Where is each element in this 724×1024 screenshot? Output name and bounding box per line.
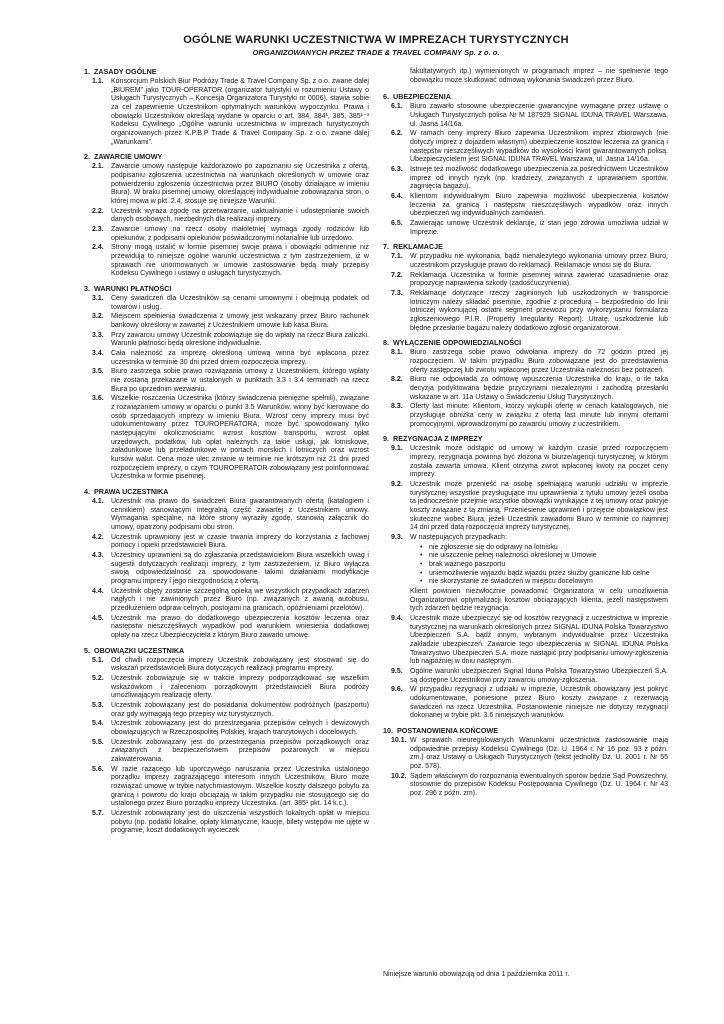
clause-number: 3.5. xyxy=(92,368,104,376)
document-subtitle: ORGANIZOWANYCH PRZEZ TRADE & TRAVEL COMPANY Sp. z o. o. xyxy=(252,48,500,57)
clause-text: Klientom indywidualnym Biuro zapewnia możliwość ubezpieczenia kosztów leczenia za granicą i następstw nieszczęśliwych wypadków oraz innych ubezpieczeń wg indywidualnych zamówień. xyxy=(410,192,668,218)
clause-number: 2.2. xyxy=(92,207,104,215)
clause-after-text: Klient powinien niezwłocznie powiadomić Organizatora w celu umożliwienia Organizatorowi optymalizacji kosztów obciążających klienta, jeżeli następstwem tych zdarzeń będzie rezygnacja. xyxy=(410,587,668,613)
clause-text: Zawarcie umowy następuje każdorazowo po zapoznaniu się Uczestnika z ofertą, podpisaniu zgłoszenia uczestnictwa na warunkach określonych w umowie oraz potwierdzeniu zgłoszenia uczestnictwa przez BIURO (osoby działające w imieniu Biura). W braku pisemnej umowy, określającej indywidualnie zobowiązania stron, o której mowa w pkt. 2.4, stosuje się niniejsze Warunki. xyxy=(111,163,369,205)
section-9 xyxy=(383,435,668,721)
clause-10-1 xyxy=(383,737,668,772)
section-number: 1. xyxy=(84,67,90,76)
clause-body xyxy=(111,739,369,765)
clause-text: Uczestnik zobowiązany jest do przestrzegania przepisów celnych i dewizowych obowiązujących w Rzeczpospolitej Polskiej, krajach tranzytowych i docelowych. xyxy=(111,720,369,736)
clause-text: Biuro zastrzega sobie prawo rozwiązania umowy z Uczestnikiem, którego wpłaty nie zostaną przekazane w ustalonych w punktach 3.3 i 3.4 terminach na rzecz Biura po uprzednim wezwaniu. xyxy=(111,368,369,393)
continuation-paragraph: fakultatywnych itp.) wymienionych w programach imprez – nie spełnienie tego obowiązku może skutkować odmową wykonania świadczeń przez Biuro. xyxy=(410,68,668,84)
clause-number: 5.3. xyxy=(92,701,104,709)
clause-number: 6.3. xyxy=(391,165,403,173)
clause-number: 2.4. xyxy=(92,244,104,252)
clause-text: Biuro nie odpowiada za odmowę wpuszczenia Uczestnika do kraju, o ile taka decyzja podyktowana będzie przyczynami niezależnymi i zachodzą przesłanki wskazane w art. 11a Ustawy o Świadczeniu Usług Turystycznych. xyxy=(410,376,668,401)
section-title: ZASADY OGÓLNE xyxy=(94,67,157,76)
clause-number: 5.2. xyxy=(92,674,104,682)
bullet-icon: • xyxy=(420,560,423,568)
clause-number: 4.5. xyxy=(92,614,104,622)
clause-number: 3.1. xyxy=(92,294,104,302)
section-title: UBEZPIECZENIA xyxy=(393,92,451,102)
section-title: ZAWARCIE UMOWY xyxy=(94,152,163,162)
clause-body xyxy=(410,403,668,429)
clause-6-2 xyxy=(383,130,668,165)
bullet-text: nie uiszczenie pełnej należności określonej w Umowie xyxy=(429,552,597,560)
clause-2-1 xyxy=(84,163,369,206)
clause-text: Biuro zawarło stosowne ubezpieczenie gwarancyjne wymagane przez ustawę o Usługach Turystycznych polisa Nr M 187929 SIGNAL IDUNA TRAVEL Warszawa, ul. Jasna 14/16a. xyxy=(410,103,668,128)
clause-5-4 xyxy=(84,720,369,737)
clause-body xyxy=(111,163,369,206)
bullet-icon: • xyxy=(420,552,423,560)
section-heading xyxy=(84,153,369,162)
clause-body xyxy=(410,686,668,721)
clause-text: W przypadku nie wykonania, bądź nienależytego wykonania umowy przez Biuro, uczestnikom przysługuje prawo do reklamacji. Reklamacje wnosi się do Biura. xyxy=(410,253,668,269)
clause-text: Uczestnik może odstąpić od umowy w każdym czasie przed rozpoczęciem imprezy, rezygnacja powinna być złożona w biurze/agencji turystycznej, w którym została zawarta umowa. Klient otrzyma zwrot wpłaconej kwoty na poczet ceny imprezy. xyxy=(410,445,668,479)
clause-4-4 xyxy=(84,588,369,614)
section-number: 9. xyxy=(383,434,389,444)
clause-number: 5.4. xyxy=(92,720,104,728)
clause-body xyxy=(111,810,369,836)
section-number: 3. xyxy=(84,283,90,293)
clause-text: W sprawach nieuregulowanych Warunkami uczestnictwa zastosowanie mają odpowiednie przepisy Kodeksu Cywilnego (Dz. U. 1964 r. Nr 16 poz. 93 z późn. zm.) oraz Ustawy o Usługach Turystycznych (tekst jednolity Dz. U. 2001 r. Nr 55 poz. 578). xyxy=(410,736,668,770)
clause-number: 9.2. xyxy=(391,480,403,488)
section-5 xyxy=(84,647,369,836)
clause-text: Reklamacje dotyczące rzeczy zaginionych lub uszkodzonych w transporcie lotniczym należy składać pisemnie, zgodnie z procedurą – bezpośrednio do linii lotniczej wykonującej ostatni segment przewozu przy wykorzystaniu formularza zgłoszeniowego P.I.R. (Property Irregularity Report). Utratę, uszkodzenie lub błędne przesłanie bagażu należy dodatkowo zgłosić organizatorowi. xyxy=(410,289,668,332)
section-number: 10. xyxy=(383,726,393,736)
clause-4-3 xyxy=(84,552,369,587)
clause-number: 4.2. xyxy=(92,533,104,541)
section-3 xyxy=(84,285,369,482)
clause-3-2 xyxy=(84,313,369,330)
clause-3-6 xyxy=(84,395,369,482)
clause-text: Uczestnik zobowiązuje się w trakcie imprezy podporządkować się wszelkim wskazówkom i zaleceniom porządkowym przedstawicieli Biura podróży umożliwiającym realizację oferty. xyxy=(111,674,369,700)
clause-body xyxy=(111,208,369,225)
clause-body xyxy=(111,615,369,641)
clause-body xyxy=(410,253,668,270)
section-1 xyxy=(84,68,369,147)
section-heading xyxy=(84,68,369,77)
section-heading xyxy=(383,435,668,444)
clause-text: Uczestnik ma prawo do dodatkowego ubezpieczenia kosztów leczenia oraz następstw nieszczęśliwych wypadków pod warunkiem wniesienia dodatkowej opłaty na rzecz Ubezpieczyciela z którym Biuro zawarło umowę. xyxy=(111,614,369,639)
section-title: OBOWIĄZKI UCZESTNIKA xyxy=(94,645,185,655)
clause-3-4 xyxy=(84,350,369,367)
section-7 xyxy=(383,243,668,333)
clause-text: Uczestnicy uprawnieni są do zgłaszania przedstawicielom Biura wszelkich uwag i sugestii dotyczących realizacji imprezy, z tym zastrzeżeniem, iż Biuro wyłącza swoją odpowiedzialność za spowodowane takimi działaniami modyfikacje programu imprezy i jego niezgodnością z ofertą. xyxy=(111,551,369,585)
clause-body xyxy=(410,376,668,402)
clause-body xyxy=(111,350,369,367)
clause-7-3 xyxy=(383,290,668,333)
clause-1-1 xyxy=(84,78,369,147)
clause-bullet-list xyxy=(410,544,668,587)
clause-text: Zawierając umowę Uczestnik deklaruje, iż stan jego zdrowia umożliwia udział w Imprezie. xyxy=(410,220,668,236)
section-title: PRAWA UCZESTNIKA xyxy=(94,486,169,496)
clause-number: 4.1. xyxy=(92,497,104,505)
clause-text: Strony mogą ustalić w formie pisemnej swoje prawa i obowiązki odmiennie niż przewidują to niniejsze ogólne warunki uczestnictwa z tym zastrzeżeniem, iż w sprawach nie unormowanych w umowie zastosowanie będą miały przepisy Kodeksu Cywilnego i ustawy o usługach turystycznych. xyxy=(111,244,369,278)
clause-3-1 xyxy=(84,295,369,312)
clause-text: Wszelkie roszczenia Uczestnika (którzy świadczenia pieniężne spełnili), związane z rozwiązaniem umowy w oparciu o punkt 3.5 Warunków, winny być kierowane do osób sprzedających imprezy w imieniu Biura. Wzrost ceny imprezy musi być udokumentowany przez TOUROPERATORA, może być spowodowany tylko następującymi okolicznościami: wzrost kosztów transportu, wzrost opłat urzędowych, podatków, lub opłat należnych za takie usługi, jak lotniskowe, załadunkowe lub przeładunkowe w portach morskich i lotniczych oraz wzrost kursów walut. Cena może ulec zmianie w terminie nie krótszym niż 21 dni przed rozpoczęciem imprezy, o czym TOUROPERATOR zobowiązany jest poinformować Uczestnika w formie pisemnej. xyxy=(111,395,369,481)
clause-text: Zawarcie umowy na rzecz osoby małoletniej wymaga zgody rodziców lub opiekunów, z podpisami opiekunów poświadczonymi notarialnie lub urzędowo. xyxy=(111,225,369,242)
clause-2-3 xyxy=(84,226,369,243)
clause-body xyxy=(410,445,668,480)
clause-body xyxy=(410,668,668,685)
clause-body xyxy=(410,130,668,165)
clause-text: Oferty last minute: Klientom, którzy wykupili ofertę w cenach katalogowych, nie przysługuje obniżka ceny w związku z ofertą last minute lub innymi ofertami promocyjnymi, wprowadzonymi po zawarciu umowy z uczestnikiem. xyxy=(410,403,668,428)
clause-number: 8.1. xyxy=(391,349,403,357)
clause-body xyxy=(410,615,668,667)
clause-body xyxy=(111,766,369,809)
clause-number: 5.1. xyxy=(92,656,104,664)
section-4 xyxy=(84,488,369,641)
effective-date-note: Niniejsze warunki obowiązują od dnia 1 października 2011 r. xyxy=(383,971,570,979)
clause-body xyxy=(111,720,369,737)
clause-body xyxy=(111,552,369,587)
bullet-item xyxy=(420,544,668,553)
clause-number: 8.3. xyxy=(391,403,403,411)
section-heading xyxy=(383,243,668,252)
clause-7-1 xyxy=(383,253,668,270)
clause-9-6 xyxy=(383,686,668,721)
clause-text: Uczestnik może przenieść na osobę spełniającą warunki udziału w imprezie turystycznej wszystkie przysługujące mu uprawnienia z tytułu umowy jeżeli osoba ta jednocześnie przejmie wszystkie obowiązki wynikające z tej umowy oraz pokryje koszty związane z tą zmianą. Przeniesienie uprawnień i przejęcie obowiązków jest skuteczne wobec Biura, jeżeli Uczestnik zawiadomi Biuro w terminie co najmniej 14 dni przed datą rozpoczęcia imprezy turystycznej. xyxy=(410,480,668,532)
clause-body xyxy=(410,103,668,129)
clause-number: 3.4. xyxy=(92,349,104,357)
bullet-item xyxy=(420,552,668,561)
section-heading xyxy=(383,727,668,736)
right-column xyxy=(383,68,668,980)
bullet-icon: • xyxy=(420,569,423,577)
bullet-text: uniemożliwienie wyjazdu bądź wjazdu przez służby graniczne lub celne xyxy=(429,569,650,577)
clause-body xyxy=(111,588,369,614)
clause-text: Uczestnik może ubezpieczyć się od kosztów rezygnacji z uczestnictwa w imprezie turystycznej na warunkach określonych przez SIGNAL IDUNA Polska Towarzystwo Ubezpieczeń S.A. bądź innym, wybranym indywidualnie przez Uczestnika zakładzie ubezpieczeń. Zawarcie tego ubezpieczenia w SIGNAL IDUNA Polska Towarzystwo Ubezpieczeń S.A. może nastąpić przy podpisaniu umowy-zgłoszenia lub najpóźniej w dniu następnym. xyxy=(410,614,668,666)
clause-text: Przy zawarciu umowy Uczestnik zobowiązuje się do wpłaty na rzecz Biura zaliczki. Warunki płatności będą określone indywidualnie. xyxy=(111,331,369,348)
clause-body xyxy=(410,220,668,237)
clause-9-2 xyxy=(383,481,668,533)
clause-number: 7.3. xyxy=(391,289,403,297)
clause-text: Uczestnik wyraża zgodę na przetwarzanie, uaktualnianie i udostępnianie swoich danych osobowych, niezbędnych dla realizacji imprezy. xyxy=(111,207,369,224)
clause-body xyxy=(111,313,369,330)
document-title: OGÓLNE WARUNKI UCZESTNICTWA W IMPREZACH TURYSTYCZNYCH xyxy=(183,34,569,46)
clause-body xyxy=(410,193,668,219)
clause-body xyxy=(111,657,369,674)
clause-number: 9.6. xyxy=(391,686,403,694)
section-10 xyxy=(383,727,668,799)
clause-8-2 xyxy=(383,376,668,402)
clause-body xyxy=(111,78,369,147)
clause-body xyxy=(410,773,668,799)
clause-number: 5.6. xyxy=(92,765,104,773)
clause-text: Konsorcjum Polskich Biur Podróży Trade & Travel Company Sp. z o.o. zwane dalej „BIUREM” jako TOUR-OPERATOR (organizator turystyki w rozumieniu Ustawy o Usługach Turystycznych – Koncesja Organizatora Turystyki nr 0006), stawia sobie za cel zapewnienie Uczestnikom optymalnych warunków wypoczynku. Prawa i obowiązki Uczestników określają wydane w oparciu o art. 384, 384¹, 385, 385¹⁻³ Kodeksu Cywilnego „Ogólne warunki uczestnictwa w imprezach turystycznych organizowanych przez K.P.B.P Trade & Travel Company Sp. z o.o. zwane dalej „Warunkami”. xyxy=(111,77,369,146)
clause-9-1 xyxy=(383,445,668,480)
clause-number: 3.6. xyxy=(92,395,104,403)
clause-number: 6.4. xyxy=(391,192,403,200)
clause-3-5 xyxy=(84,368,369,394)
clause-number: 9.3. xyxy=(391,533,403,541)
clause-3-3 xyxy=(84,332,369,349)
clause-body xyxy=(410,737,668,772)
section-title: REZYGNACJA Z IMPREZY xyxy=(393,434,483,444)
clause-number: 9.5. xyxy=(391,668,403,675)
clause-body xyxy=(410,481,668,533)
clause-text: W następujących przypadkach: xyxy=(410,533,507,541)
clause-text: W razie rażącego lub uporczywego naruszania przez Uczestnika ustalonego porządku imprezy zagrażającego interesom innych Uczestników, Biuro może rozwiązać umowę w trybie natychmiastowym. Wszelkie koszty dalszego pobytu za granicą i powrotu do kraju obciążają w takim przypadku nie stosującego się do ustalonego przez Biuro porządku imprezy Uczestnika. (art. 385¹ pkt. 14 k.c.). xyxy=(111,765,369,808)
clause-4-5 xyxy=(84,615,369,641)
clause-6-5 xyxy=(383,220,668,237)
clause-text: Uczestnik zobowiązany jest do uiszczenia wszystkich lokalnych opłat w miejscu pobytu (np. podatki lokalne, opłaty klimatyczne, kaucje, bilety wstępów nie ujęte w programie, koszt dodatkowych wycieczek xyxy=(111,810,369,835)
clause-8-1 xyxy=(383,349,668,375)
clause-body xyxy=(410,534,668,614)
bullet-item xyxy=(420,570,668,579)
bullet-item xyxy=(420,578,668,587)
clause-body xyxy=(111,534,369,551)
clause-number: 5.5. xyxy=(92,738,104,746)
clause-text: Ceny świadczeń dla Uczestników są cenami umownymi i obejmują podatek od towarów i usług. xyxy=(111,294,369,311)
clause-number: 10.1. xyxy=(391,736,407,744)
clause-text: Istnieje też możliwość dodatkowego ubezpieczenia za pośrednictwem Uczestników imprez od innych ryzyk (np. kradzieży, związanych z uprawianiem sportów, zaginięcia bagażu). xyxy=(410,165,668,191)
section-number: 7. xyxy=(383,242,389,252)
clause-text: Biuro zastrzega sobie prawo odwołania imprezy do 72 godzin przed jej rozpoczęciem. W takim przypadku Biuro zobowiązane jest do przedstawienia oferty zastępczej lub zwrotu wpłaconej przez Uczestnika należności bez potrąceń. xyxy=(410,349,668,374)
clause-6-1 xyxy=(383,103,668,129)
clause-9-3 xyxy=(383,534,668,614)
clause-text: Uczestnik zobowiązany jest do przestrzegania przepisów porządkowych oraz związanych z bezpieczeństwem przepisów pożarowych w miejscu zakwaterowania. xyxy=(111,738,369,763)
clause-text: W ramach ceny imprezy Biuro zapewnia Uczestnikom imprez zbiorowych (nie dotyczy imprez z dojazdem własnym) ubezpieczenie kosztów leczenia za granicą i następstw nieszczęśliwych wypadków do wysokości kwot gwarantowanych polisą. Ubezpieczycielem jest SIGNAL IDUNA TRAVEL Warszawa, ul. Jasna 14/16a. xyxy=(410,130,668,164)
clause-number: 5.7. xyxy=(92,810,104,817)
clause-body xyxy=(111,395,369,482)
clause-9-4 xyxy=(383,615,668,667)
clause-body xyxy=(111,675,369,701)
clause-body xyxy=(111,368,369,394)
clause-number: 7.1. xyxy=(391,253,403,261)
clause-text: Uczestnik uprawniony jest w czasie trwania imprezy do korzystania z fachowej pomocy i opieki przedstawicieli Biura. xyxy=(111,533,369,550)
clause-body xyxy=(410,349,668,375)
clause-number: 3.2. xyxy=(92,313,104,321)
section-title: POSTANOWIENIA KOŃCOWE xyxy=(397,726,499,736)
clause-body xyxy=(111,226,369,243)
clause-body xyxy=(111,702,369,719)
bullet-icon: • xyxy=(420,543,423,551)
section-heading xyxy=(84,285,369,294)
clause-body xyxy=(111,332,369,349)
section-heading xyxy=(84,488,369,497)
clause-number: 9.1. xyxy=(391,445,403,453)
clause-text: W przypadku rezygnacji z udziału w imprezie, Uczestnik obowiązany jest pokryć udokumentowane, poniesione przez Biuro koszty związane z rezerwacją świadczeń na rzecz Uczestnika. Postanowienie niniejsze nie dotyczy rezygnacji dokonanej w trybie pkt. 3.6 niniejszych warunków. xyxy=(410,686,668,720)
section-title: WYŁĄCZENIE ODPOWIEDZIALNOŚCI xyxy=(393,338,522,348)
left-column xyxy=(84,68,369,980)
clause-text: Ogólne warunki ubezpieczeń Signal Iduna Polska Towarzystwo Ubezpieczeń S.A. są dostępne Uczestnikowi przy zawarciu umowy-zgłoszenia. xyxy=(410,668,668,684)
section-number: 5. xyxy=(84,645,90,655)
clause-body xyxy=(410,272,668,289)
clause-number: 7.2. xyxy=(391,271,403,279)
clause-number: 2.1. xyxy=(92,163,104,171)
clause-text: Reklamacja Uczestnika w formie pisemnej winna zawierać uzasadnienie oraz propozycję naprawienia szkody (zadośćuczynienia). xyxy=(410,271,668,288)
bullet-icon: • xyxy=(420,578,423,586)
clause-number: 6.1. xyxy=(391,103,403,111)
section-number: 8. xyxy=(383,338,389,348)
section-heading xyxy=(383,93,668,102)
clause-text: Cała należność za imprezę określoną umową winna być wpłacona przez uczestnika w terminie 30 dni przed dniem rozpoczęcia imprezy. xyxy=(111,349,369,366)
bullet-text: brak ważnego paszportu xyxy=(429,560,506,568)
clause-5-6 xyxy=(84,766,369,809)
bullet-item xyxy=(420,561,668,570)
clause-4-1 xyxy=(84,498,369,533)
clause-number: 4.4. xyxy=(92,587,104,595)
clause-number: 6.2. xyxy=(391,130,403,138)
clause-number: 2.3. xyxy=(92,225,104,233)
section-number: 6. xyxy=(383,92,389,102)
clause-body xyxy=(410,290,668,333)
section-heading xyxy=(383,339,668,348)
clause-body xyxy=(111,498,369,533)
clause-4-2 xyxy=(84,534,369,551)
clause-text: Od chwili rozpoczęcia imprezy Uczestnik zobowiązany jest stosować się do wskazań przedstawicieli Biura dotyczących realizacji programu imprezy. xyxy=(111,656,369,673)
clause-body xyxy=(410,166,668,192)
clause-number: 3.3. xyxy=(92,331,104,339)
clause-number: 8.2. xyxy=(391,376,403,384)
clause-number: 9.4. xyxy=(391,614,403,622)
clause-text: Uczestnik zobowiązany jest do posiadania dokumentów podróżnych (paszportu) oraz gdy wymagają tego przepisy wiz turystycznych. xyxy=(111,701,369,718)
section-6 xyxy=(383,93,668,237)
clause-text: Uczestnik objęty zostanie szczególną opieką we wszystkich przypadkach zdarzeń nagłych i nie zawinionych przez Biuro (np. związanych z awarią autobusu, przedłużeniem odpraw celnych, postojami na granicach, opóźnieniami przelotów). xyxy=(111,587,369,612)
clause-body xyxy=(111,295,369,312)
clause-number: 4.3. xyxy=(92,551,104,559)
section-number: 2. xyxy=(84,152,90,162)
clause-5-2 xyxy=(84,675,369,701)
clause-6-4 xyxy=(383,193,668,219)
two-column-layout xyxy=(84,68,668,980)
clause-2-2 xyxy=(84,208,369,225)
clause-text: Miejscem spełnienia świadczenia z umowy jest wskazany przez Biuro rachunek bankowy określony w zawartej z Uczestnikiem umowie lub kasa Biura. xyxy=(111,313,369,329)
section-8 xyxy=(383,339,668,429)
document-header xyxy=(84,34,668,57)
clause-6-3 xyxy=(383,166,668,192)
clause-5-7 xyxy=(84,810,369,836)
section-heading xyxy=(84,647,369,656)
clause-9-5 xyxy=(383,668,668,685)
bullet-text: nie skorzystanie ze świadczeń w miejscu docelowym xyxy=(429,578,593,586)
clause-text: Uczestnik ma prawo do świadczeń Biura gwarantowanych ofertą (katalogiem i cennikiem) stanowiącym integralną część zawartej z Uczestnikiem umowy. Wymagania specjalne, na które strony wyraziły zgodę, stanowią załącznik do umowy, opatrzony podpisami obu stron. xyxy=(111,497,369,531)
clause-7-2 xyxy=(383,272,668,289)
clause-number: 10.2. xyxy=(391,772,407,780)
clause-5-1 xyxy=(84,657,369,674)
clause-10-2 xyxy=(383,773,668,799)
clause-number: 6.5. xyxy=(391,220,403,227)
section-2 xyxy=(84,153,369,279)
bullet-text: nie zgłoszenie się do odprawy na lotnisku xyxy=(429,543,558,551)
clause-number: 1.1. xyxy=(92,77,104,85)
clause-body xyxy=(111,244,369,279)
clause-8-3 xyxy=(383,403,668,429)
section-title: REKLAMACJE xyxy=(393,242,443,252)
clause-2-4 xyxy=(84,244,369,279)
section-number: 4. xyxy=(84,486,90,496)
clause-5-3 xyxy=(84,702,369,719)
clause-5-5 xyxy=(84,739,369,765)
clause-text: Sądem właściwym do rozpoznania ewentualnych sporów będzie Sąd Powszechny, stosownie do przepisów Kodeksu Postępowania Cywilnego (Dz. U. 1964 r. Nr 43 poz. 296 z późn. zm). xyxy=(410,772,668,797)
section-title: WARUNKI PŁATNOŚCI xyxy=(94,283,172,293)
